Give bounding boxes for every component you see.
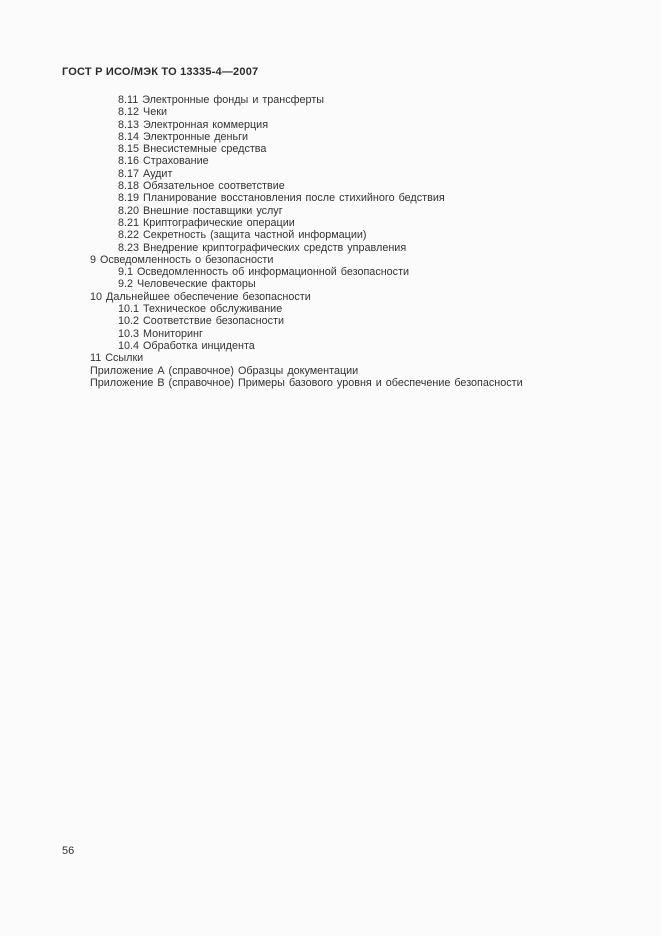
toc-item: 10.1 Техническое обслуживание: [118, 303, 283, 316]
toc-item: Приложение А (справочное) Образцы документации: [90, 364, 359, 377]
toc-item: 10.2 Соответствие безопасности: [118, 315, 284, 328]
toc-item: 8.19 Планирование восстановления после стихийного бедствия: [118, 192, 445, 205]
document-header: ГОСТ Р ИСО/МЭК ТО 13335-4—2007: [62, 66, 259, 78]
page-number: 56: [62, 845, 75, 857]
toc-item: 8.16 Страхование: [118, 155, 209, 168]
toc-item: 9.2 Человеческие факторы: [118, 278, 256, 291]
toc-item: 11 Ссылки: [90, 352, 144, 365]
toc-item: 10.4 Обработка инцидента: [118, 339, 255, 352]
toc-item: 10.3 Мониторинг: [118, 327, 203, 340]
toc-item: 10 Дальнейшее обеспечение безопасности: [90, 290, 311, 303]
toc-item: 8.14 Электронные деньги: [118, 130, 249, 143]
toc-item: 8.17 Аудит: [118, 167, 173, 180]
toc-item: 8.23 Внедрение криптографических средств управления: [118, 241, 407, 254]
toc-item: 8.21 Криптографические операции: [118, 216, 295, 229]
toc-item: 8.20 Внешние поставщики услуг: [118, 204, 283, 217]
toc-item: 8.18 Обязательное соответствие: [118, 180, 285, 193]
toc-item: Приложение В (справочное) Примеры базового уровня и обеспечение безопасности: [90, 376, 523, 389]
toc-item: 9 Осведомленность о безопасности: [90, 253, 274, 266]
toc-item: 8.13 Электронная коммерция: [118, 118, 269, 131]
toc-item: 8.22 Секретность (защита частной информации): [118, 229, 367, 242]
toc-item: 8.11 Электронные фонды и трансферты: [118, 94, 325, 106]
toc-item: 8.12 Чеки: [118, 106, 167, 119]
toc-item: 8.15 Внесистемные средства: [118, 143, 267, 156]
toc-item: 9.1 Осведомленность об информационной безопасности: [118, 266, 410, 279]
toc-list: [62, 94, 621, 389]
